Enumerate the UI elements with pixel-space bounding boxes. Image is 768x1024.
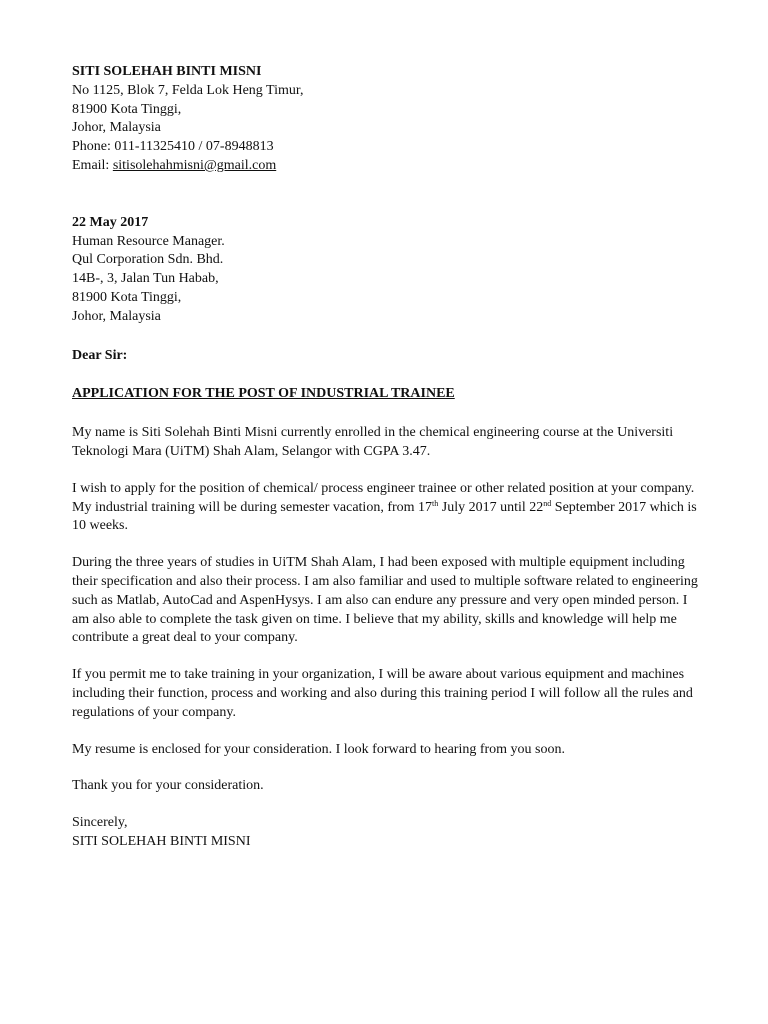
- body-paragraph-2: [72, 480, 697, 536]
- body-paragraph-6: [72, 777, 692, 796]
- body-paragraph-3: [72, 554, 698, 648]
- sender-address-line: 81900 Kota Tinggi,: [72, 101, 182, 117]
- letter-page: [72, 63, 698, 852]
- sender-block: [72, 63, 692, 176]
- sender-address-line: No 1125, Blok 7, Felda Lok Heng Timur,: [72, 82, 304, 98]
- recipient-line: 81900 Kota Tinggi,: [72, 289, 182, 305]
- paragraph-line: During the three years of studies in UiTM Shah Alam, I had been exposed with multiple equipment including: [72, 555, 685, 571]
- sender-name: SITI SOLEHAH BINTI MISNI: [72, 64, 262, 79]
- ordinal-suffix: nd: [543, 498, 552, 508]
- paragraph-line: contribute a great deal to your company.: [72, 630, 298, 646]
- sender-phone: Phone: 011-11325410 / 07-8948813: [72, 139, 274, 155]
- salutation: Dear Sir:: [72, 347, 128, 363]
- recipient-line: Qul Corporation Sdn. Bhd.: [72, 252, 224, 268]
- paragraph-line: such as Matlab, AutoCad and AspenHysys. I am also can endure any pressure and very open minded person. I: [72, 592, 688, 608]
- training-period-text-b: July 2017 until 22: [438, 499, 544, 515]
- letter-date-block: [72, 214, 692, 233]
- paragraph-line: regulations of your company.: [72, 704, 236, 720]
- paragraph-line: 10 weeks.: [72, 518, 128, 534]
- email-link[interactable]: sitisolehahmisni@gmail.com: [112, 157, 277, 173]
- signature-name: SITI SOLEHAH BINTI MISNI: [72, 833, 251, 849]
- paragraph-line: Teknologi Mara (UiTM) Shah Alam, Selangor with CGPA 3.47.: [72, 443, 431, 459]
- training-period-text-c: September 2017 which is: [551, 499, 697, 515]
- sender-email-line: [72, 157, 692, 176]
- letter-date: 22 May 2017: [72, 214, 149, 230]
- valediction: Sincerely,: [72, 815, 128, 831]
- paragraph-line: If you permit me to take training in your organization, I will be aware about various equipment and machines: [72, 667, 685, 683]
- paragraph-line-dates: [72, 498, 697, 518]
- paragraph-line: am also able to complete the task given on time. I believe that my ability, skills and knowledge will help me: [72, 611, 677, 627]
- salutation-block: [72, 347, 692, 366]
- closing-block: [72, 814, 692, 852]
- sender-address-line: Johor, Malaysia: [72, 120, 161, 136]
- email-label: Email:: [72, 157, 113, 173]
- body-paragraph-4: [72, 666, 692, 722]
- training-period-text-a: My industrial training will be during semester vacation, from 17: [72, 499, 433, 515]
- ordinal-suffix: th: [432, 498, 439, 508]
- recipient-line: Johor, Malaysia: [72, 308, 161, 324]
- paragraph-line: Thank you for your consideration.: [72, 778, 264, 794]
- recipient-block: [72, 233, 692, 327]
- body-paragraph-1: [72, 424, 692, 462]
- paragraph-line: their specification and also their process. I am also familiar and used to multiple software related to engineering: [72, 573, 698, 589]
- recipient-line: Human Resource Manager.: [72, 233, 225, 249]
- recipient-line: 14B-, 3, Jalan Tun Habab,: [72, 271, 219, 287]
- paragraph-line: My name is Siti Solehah Binti Misni currently enrolled in the chemical engineering course at the Universiti: [72, 425, 674, 441]
- subject-heading: APPLICATION FOR THE POST OF INDUSTRIAL TRAINEE: [72, 386, 455, 402]
- body-paragraph-5: [72, 741, 692, 760]
- subject-block: [72, 385, 692, 404]
- paragraph-line: My resume is enclosed for your consideration. I look forward to hearing from you soon.: [72, 741, 565, 757]
- paragraph-line: I wish to apply for the position of chemical/ process engineer trainee or other related position at your company.: [72, 480, 695, 496]
- paragraph-line: including their function, process and working and also during this training period I will follow all the rules and: [72, 685, 693, 701]
